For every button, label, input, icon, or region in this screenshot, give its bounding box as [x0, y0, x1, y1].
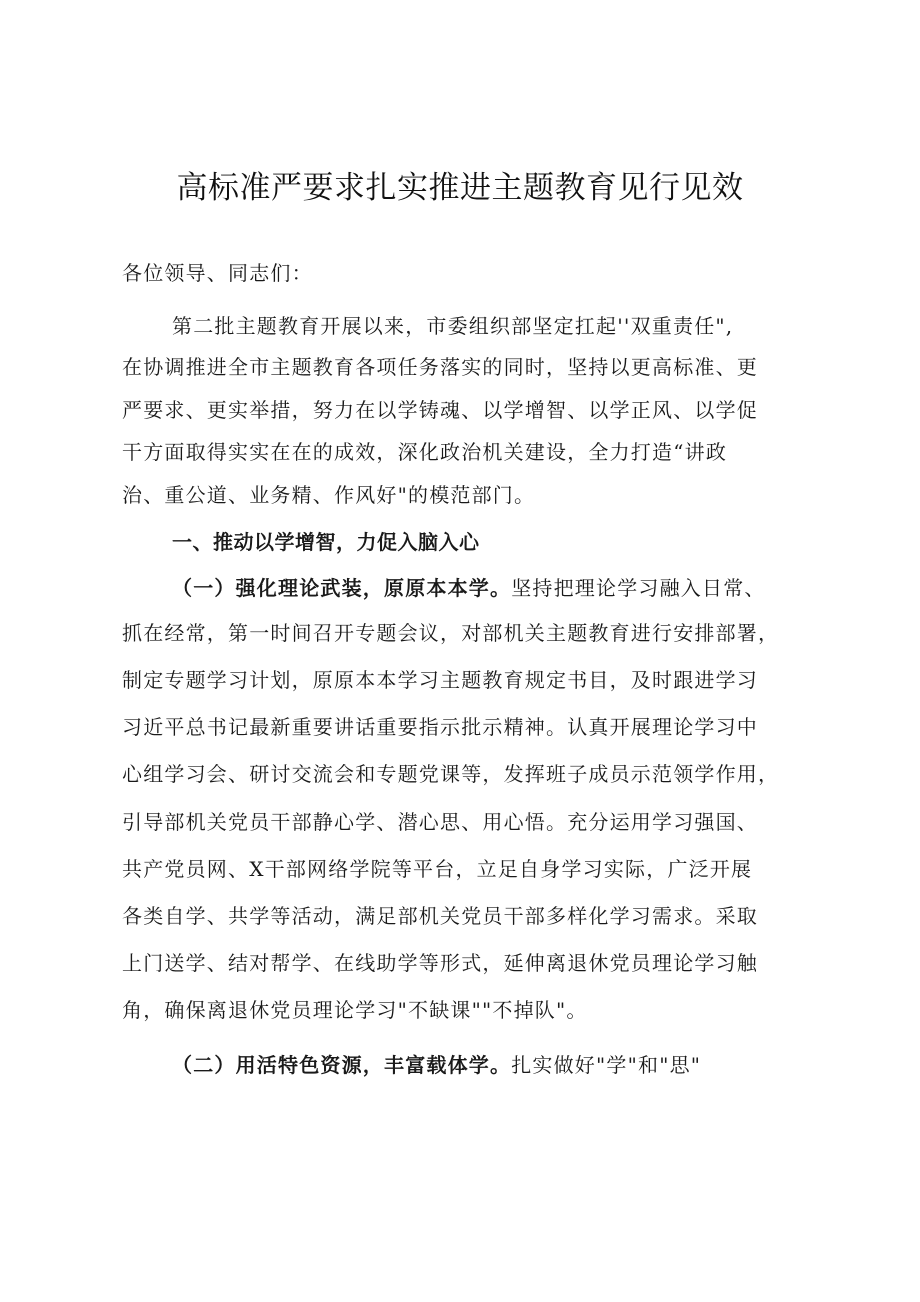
intro-line: 治、重公道、业务精、作风好"的模范部门。: [122, 483, 536, 507]
section-heading: 一、推动以学增智，力促入脑入心: [172, 530, 480, 554]
salutation: 各位领导、同志们：: [122, 261, 313, 285]
subsection-lead: （一）强化理论武装，原原本本学。: [172, 576, 512, 600]
paragraph-line: 角，确保离退休党员理论学习"不缺课""不掉队"。: [122, 998, 588, 1022]
paragraph-text: 坚持把理论学习融入日常、: [511, 576, 766, 600]
paragraph-line: 抓在经常，第一时间召开专题会议，对部机关主题教育进行安排部署，: [122, 621, 780, 645]
paragraph-text: 扎实做好"学"和"思": [511, 1053, 702, 1077]
paragraph-line: 共产党员网、X干部网络学院等平台，立足自身学习实际，广泛开展: [122, 857, 753, 881]
paragraph-line: 习近平总书记最新重要讲话重要指示批示精神。认真开展理论学习中: [122, 715, 758, 739]
subsection-lead: （二）用活特色资源，丰富载体学。: [172, 1053, 512, 1077]
paragraph-line: 心组学习会、研讨交流会和专题党课等，发挥班子成员示范领学作用，: [122, 762, 780, 786]
intro-line: 严要求、更实举措，努力在以学铸魂、以学增智、以学正风、以学促: [122, 398, 758, 422]
document-title: 高标准严要求扎实推进主题教育见行见效: [176, 170, 744, 206]
paragraph-line: 上门送学、结对帮学、在线助学等形式，延伸离退休党员理论学习触: [122, 951, 758, 975]
paragraph-first-line: [172, 1051, 701, 1079]
intro-line: 在协调推进全市主题教育各项任务落实的同时，坚持以更高标准、更: [122, 355, 758, 379]
paragraph-line: 引导部机关党员干部静心学、潜心思、用心悟。充分运用学习强国、: [122, 810, 758, 834]
paragraph-line: 各类自学、共学等活动，满足部机关党员干部多样化学习需求。采取: [122, 904, 758, 928]
intro-line: 第二批主题教育开展以来，市委组织部坚定扛起''双重责任",: [172, 314, 734, 338]
paragraph-line: 制定专题学习计划，原原本本学习主题教育规定书目，及时跟进学习: [122, 668, 758, 692]
intro-line: 干方面取得实实在在的成效，深化政治机关建设，全力打造“讲政: [122, 440, 728, 464]
paragraph-first-line: [172, 574, 766, 602]
